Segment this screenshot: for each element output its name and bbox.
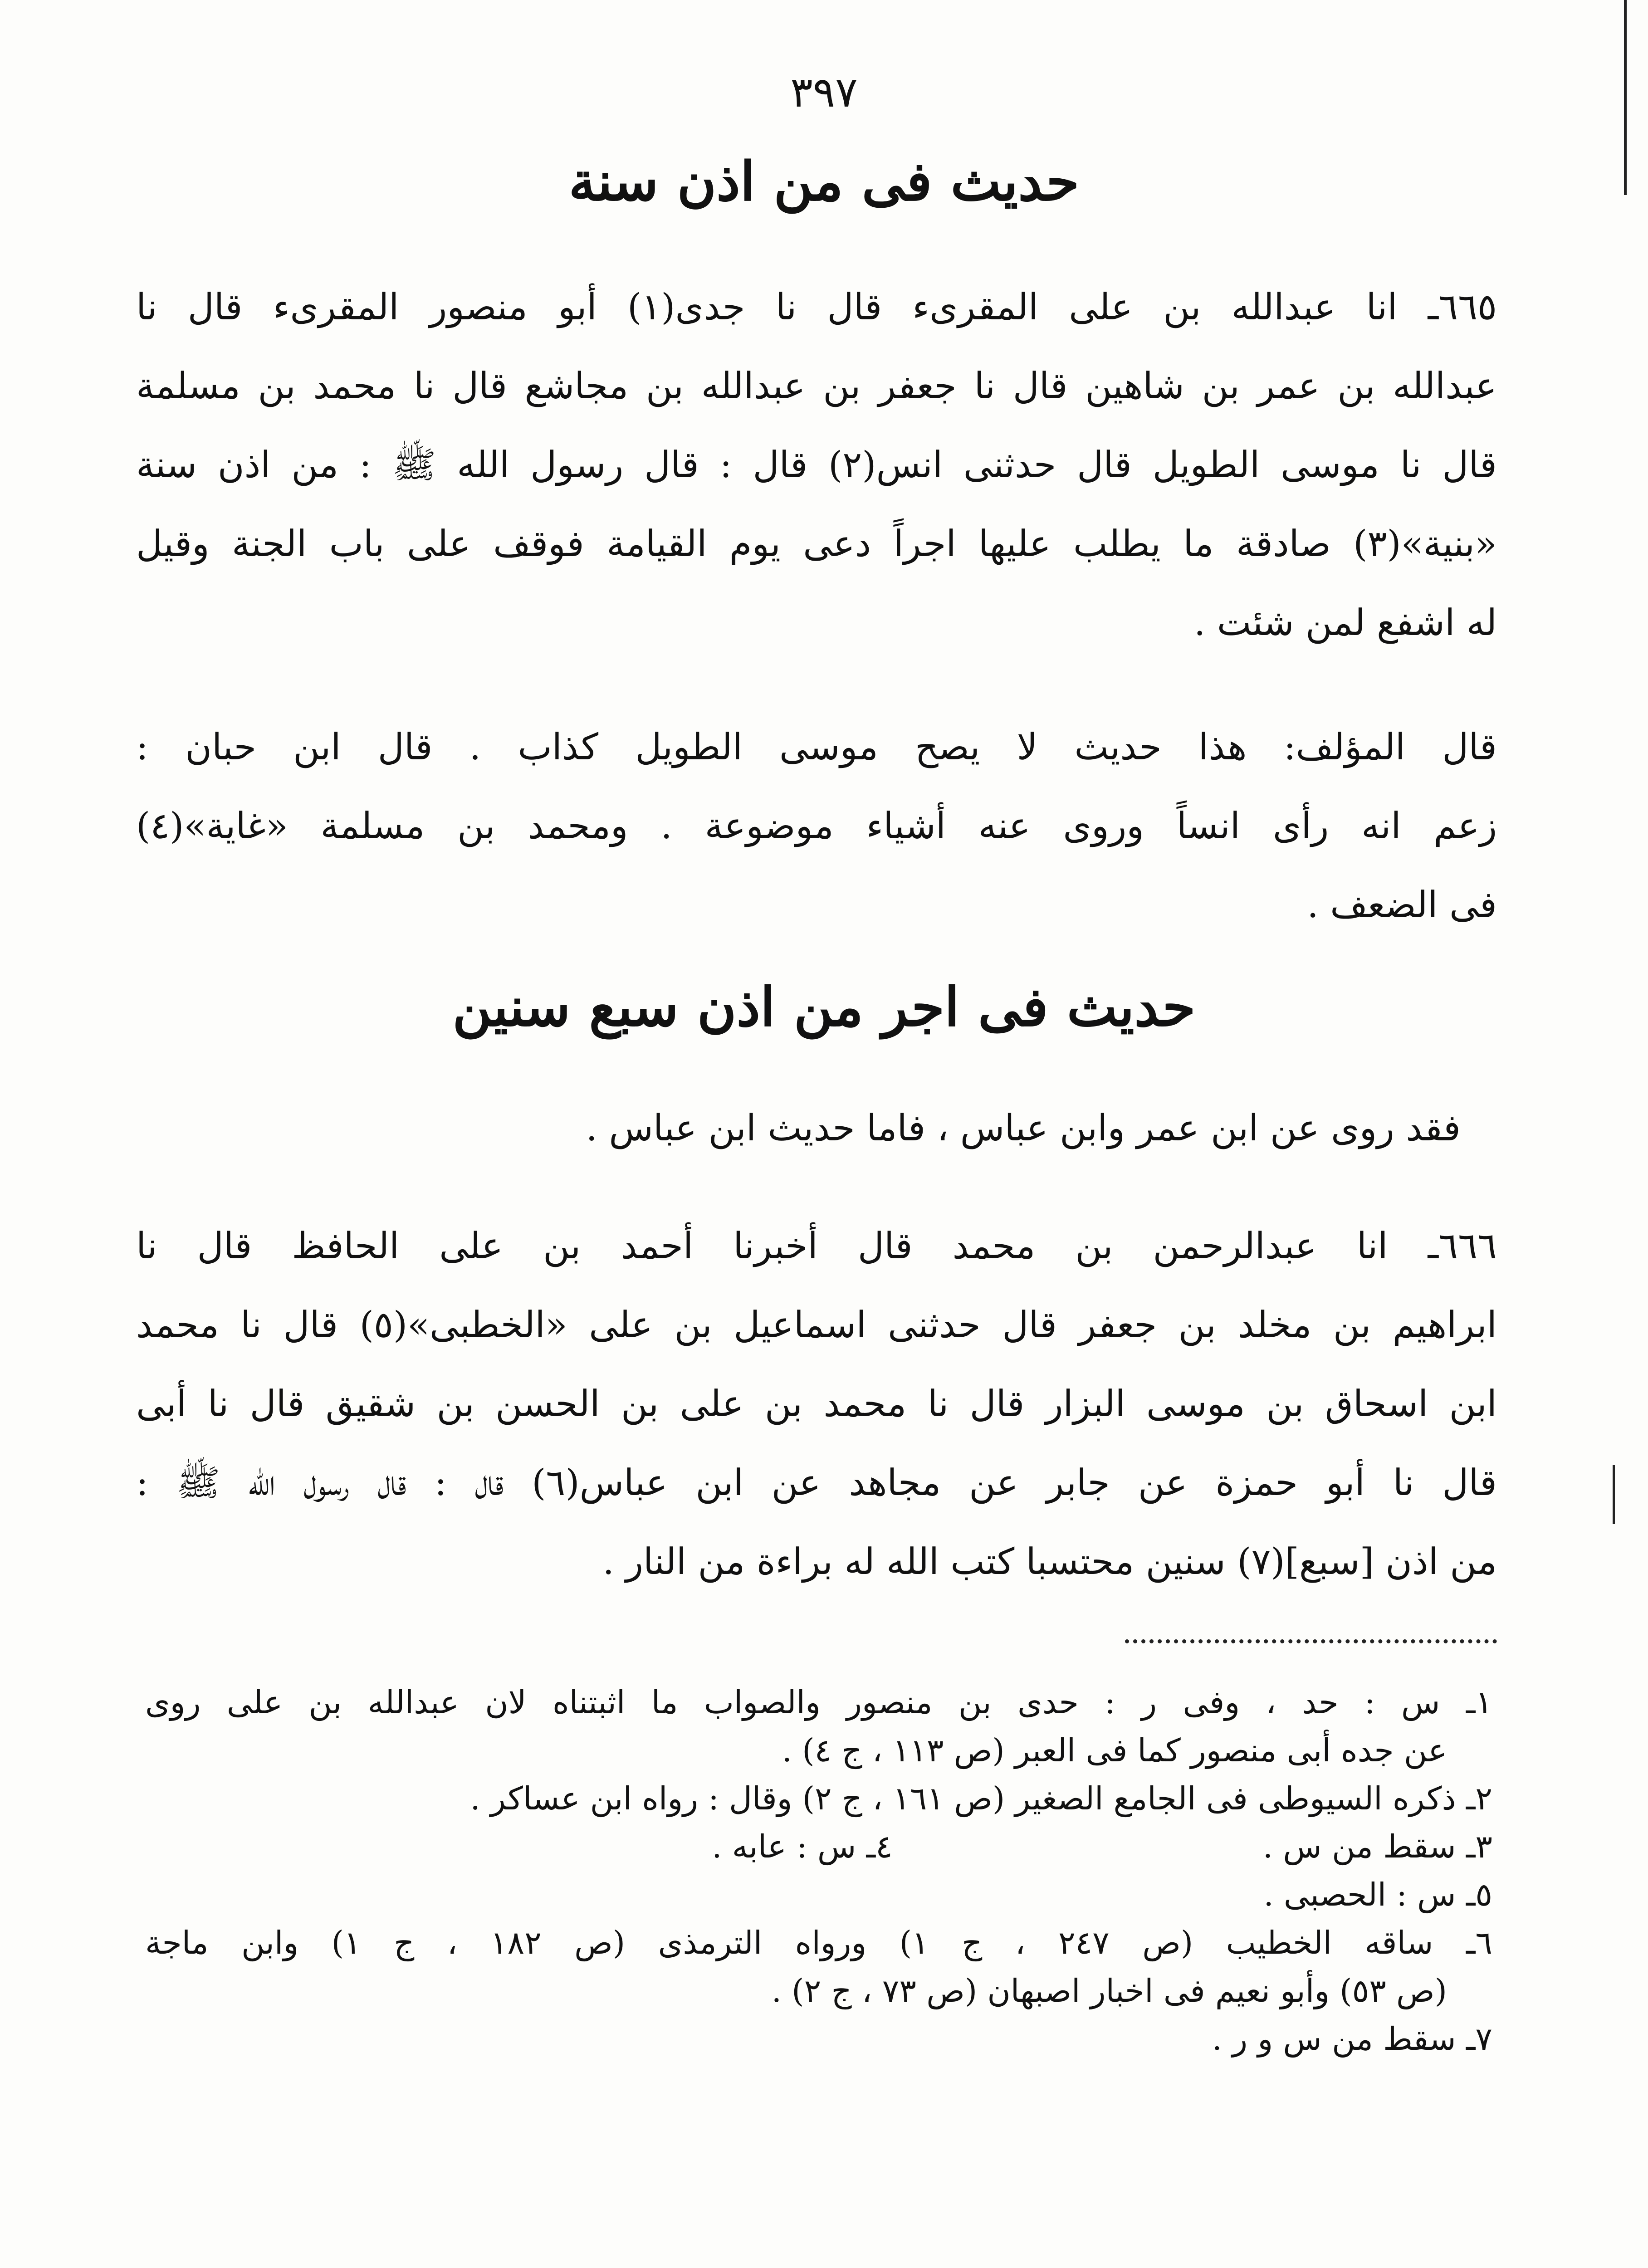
page-number: ٣٩٧: [790, 68, 858, 117]
hadith-666-paragraph: [136, 1207, 1497, 1601]
footnote-3-4-row: [145, 1823, 1492, 1871]
footnote-6: ٦ـ ساقه الخطيب (ص ٢٤٧ ، ج ١) ورواه الترمذى (ص ١٨٢ ، ج ١) وابن ماجة: [145, 1924, 1493, 1961]
footnote-1-cont: عن جده أبى منصور كما فى العبر (ص ١١٣ ، ج ٤) .: [782, 1732, 1447, 1769]
author-comment-paragraph: [136, 708, 1497, 944]
scan-margin-mark: [1613, 1465, 1615, 1524]
footnote-3: ٣ـ سقط من س .: [1262, 1828, 1492, 1865]
paragraph-line: ابن اسحاق بن موسى البزار قال نا محمد بن على بن الحسن بن شقيق قال نا أبى: [136, 1383, 1497, 1425]
hadith-665-paragraph: [136, 268, 1497, 662]
section-heading-1: حديث فى من اذن سنة: [568, 150, 1080, 213]
footnotes: [145, 1678, 1492, 2063]
paragraph-line: قال المؤلف: هذا حديث لا يصح موسى الطويل كذاب . قال ابن حبان :: [136, 726, 1497, 768]
paragraph-line: «بنية»(٣) صادقة ما يطلب عليها اجراً دعى يوم القيامة فوقف على باب الجنة وقيل: [136, 523, 1497, 565]
paragraph-line: زعم انه رأى انساً وروى عنه أشياء موضوعة . ومحمد بن مسلمة «غاية»(٤): [136, 805, 1497, 847]
footnote-separator: [1125, 1639, 1497, 1643]
footnote-6-cont: (ص ٥٣) وأبو نعيم فى اخبار اصبهان (ص ٧٣ ، ج ٢) .: [771, 1972, 1447, 2009]
paragraph-line: ابراهيم بن مخلد بن جعفر قال حدثنى اسماعيل بن على «الخطبى»(٥) قال نا محمد: [136, 1304, 1497, 1346]
footnote-7: ٧ـ سقط من س و ر .: [1212, 2020, 1492, 2058]
footnote-1: ١ـ س : حد ، وفى ر : حدى بن منصور والصواب ما اثبتناه لان عبدالله بن على روى: [145, 1684, 1492, 1721]
footnote-4: ٤ـ س : عابه .: [712, 1828, 893, 1865]
paragraph-line: عبدالله بن عمر بن شاهين قال نا جعفر بن عبدالله بن مجاشع قال نا محمد بن مسلمة: [136, 365, 1497, 407]
paragraph-line: فى الضعف .: [1307, 884, 1497, 926]
paragraph-line: قال نا موسى الطويل قال حدثنى انس(٢) قال : قال رسول الله ﷺ : من اذن سنة: [136, 444, 1497, 486]
footnote-2: ٢ـ ذكره السيوطى فى الجامع الصغير (ص ١٦١ ، ج ٢) وقال : رواه ابن عساكر .: [470, 1780, 1492, 1817]
section-heading-2: حديث فى اجر من اذن سبع سنين: [452, 975, 1196, 1038]
paragraph-line: قال نا أبو حمزة عن جابر عن مجاهد عن ابن عباس(٦) قال : قال رسول الله ﷺ :: [136, 1461, 1497, 1504]
paragraph-line: ٦٦٦ـ انا عبدالرحمن بن محمد قال أخبرنا أحمد بن على الحافظ قال نا: [136, 1225, 1497, 1267]
paragraph-line: من اذن [سبع](٧) سنين محتسبا كتب الله له براءة من النار .: [602, 1540, 1497, 1583]
paragraph-line: له اشفع لمن شئت .: [1194, 601, 1497, 644]
section-intro-line: فقد روى عن ابن عمر وابن عباس ، فاما حديث ابن عباس .: [586, 1107, 1461, 1149]
paragraph-line: ٦٦٥ـ انا عبدالله بن على المقرىء قال نا جدى(١) أبو منصور المقرىء قال نا: [136, 286, 1497, 328]
footnote-5: ٥ـ س : الحصبى .: [1263, 1876, 1492, 1913]
